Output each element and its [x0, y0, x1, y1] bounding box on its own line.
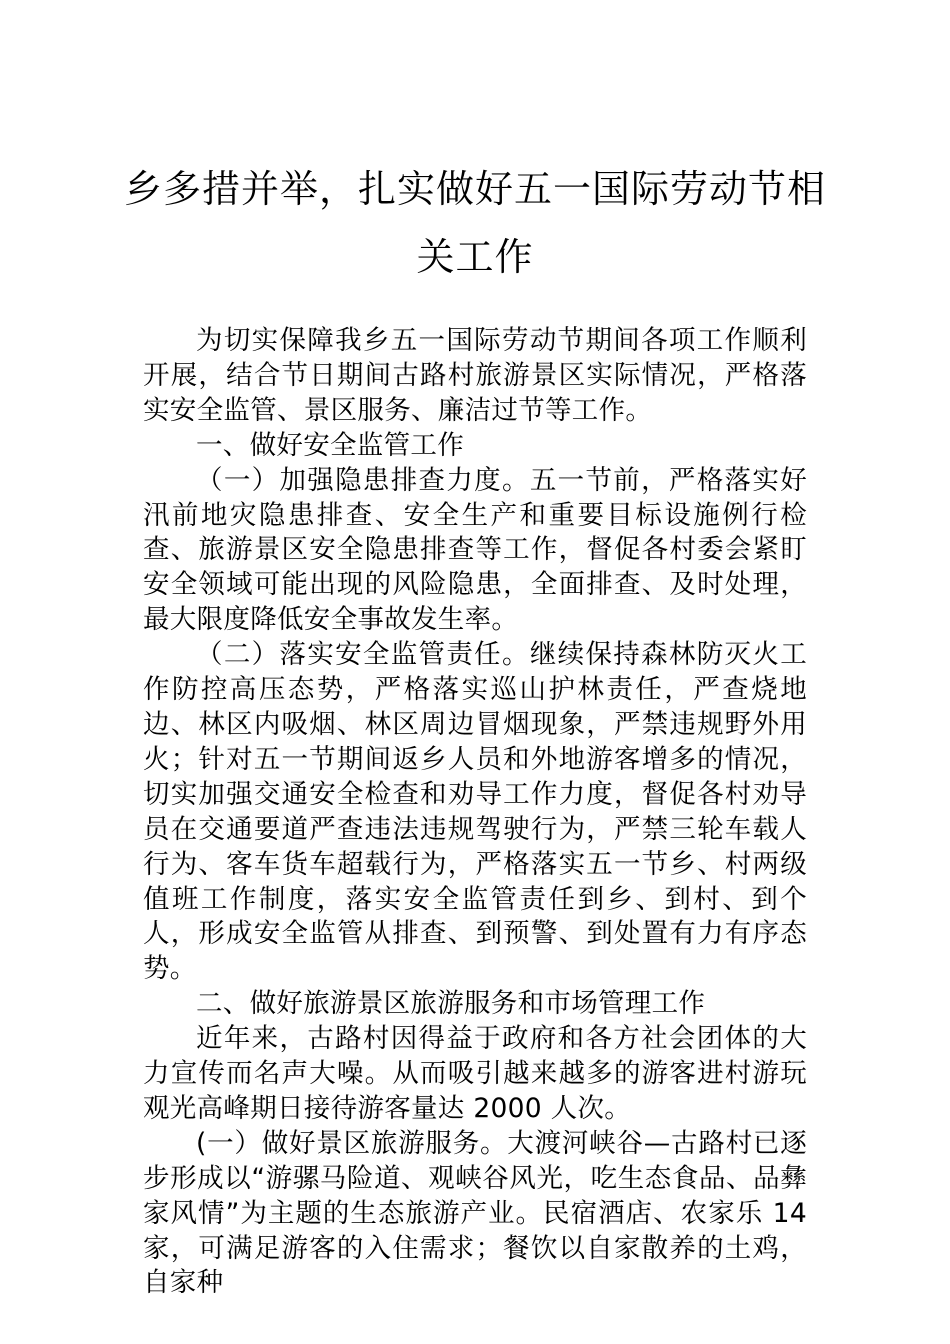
paragraph-tourism-service: (一）做好景区旅游服务。大渡河峡谷—古路村已逐步形成以“游骡马险道、观峡谷风光，吃生态食品、品彝家风情”为主题的生态旅游产业。民宿酒店、农家乐 14 家，可满足游客的入住需求；餐饮以自家散养的土鸡，自家种	[143, 1127, 807, 1299]
document-title-line-2: 关工作	[416, 235, 534, 279]
document-title-line-1: 乡多措并举，扎实做好五一国际劳动节相	[123, 167, 826, 211]
section-heading-safety: 一、做好安全监管工作	[196, 429, 464, 461]
section-heading-tourism: 二、做好旅游景区旅游服务和市场管理工作	[196, 988, 706, 1020]
intro-paragraph: 为切实保障我乡五一国际劳动节期间各项工作顺利开展，结合节日期间古路村旅游景区实际情况，严格落实安全监管、景区服务、廉洁过节等工作。	[143, 325, 807, 426]
paragraph-tourism-background: 近年来，古路村因得益于政府和各方社会团体的大力宣传而名声大噪。从而吸引越来越多的游客进村游玩观光高峰期日接待游客量达 2000 人次。	[143, 1023, 807, 1124]
paragraph-safety-responsibility: （二）落实安全监管责任。继续保持森林防灭火工作防控高压态势，严格落实巡山护林责任，严查烧地边、林区内吸烟、林区周边冒烟现象，严禁违规野外用火；针对五一节期间返乡人员和外地游客增多的情况，切实加强交通安全检查和劝导工作力度，督促各村劝导员在交通要道严查违法违规驾驶行为，严禁三轮车载人行为、客车货车超载行为，严格落实五一节乡、村两级值班工作制度，落实安全监管责任到乡、到村、到个人，形成安全监管从排查、到预警、到处置有力有序态势。	[143, 639, 807, 985]
document-body	[143, 324, 807, 1301]
paragraph-hazard-inspection: （一）加强隐患排查力度。五一节前，严格落实好汛前地灾隐患排查、安全生产和重要目标设施例行检查、旅游景区安全隐患排查等工作，督促各村委会紧盯安全领域可能出现的风险隐患，全面排查、及时处理，最大限度降低安全事故发生率。	[143, 464, 807, 636]
